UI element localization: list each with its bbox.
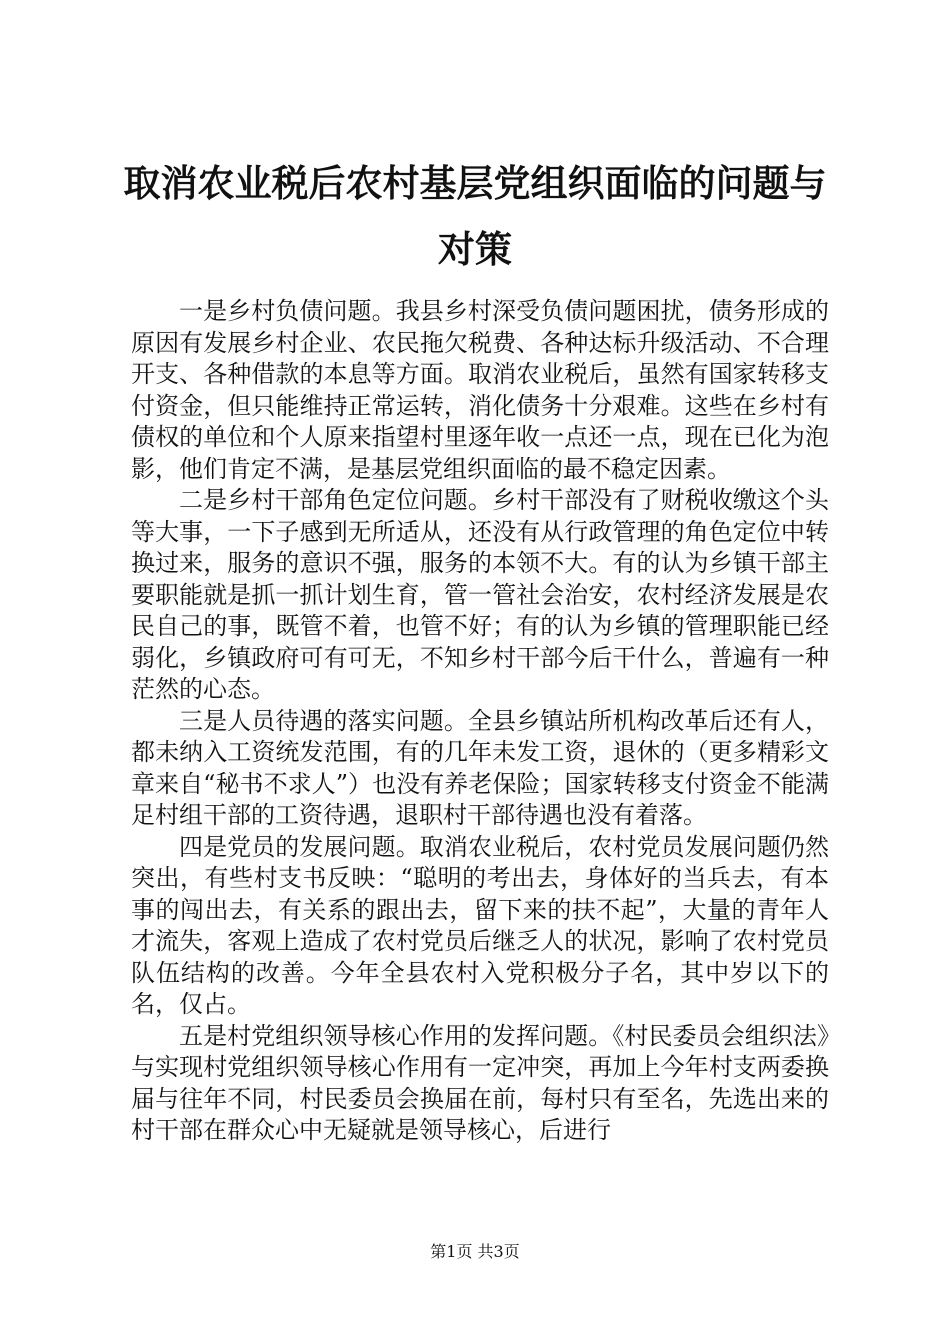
paragraph-2: 二是乡村干部角色定位问题。乡村干部没有了财税收缴这个头等大事，一下子感到无所适从，还没有从行政管理的角色定位中转换过来，服务的意识不强，服务的本领不大。有的认为乡镇干部主要职能就是抓一抓计划生育，管一管社会治安，农村经济发展是农民自己的事，既管不着，也管不好；有的认为乡镇的管理职能已经弱化，乡镇政府可有可无，不知乡村干部今后干什么，普遍有一种茫然的心态。 xyxy=(131,486,829,703)
document-body xyxy=(131,296,829,1147)
document-title: 取消农业税后农村基层党组织面临的问题与对策 xyxy=(123,161,827,271)
paragraph-5: 五是村党组织领导核心作用的发挥问题。《村民委员会组织法》与实现村党组织领导核心作用有一定冲突，再加上今年村支两委换届与往年不同，村民委员会换届在前，每村只有至名，先选出来的村干部在群众心中无疑就是领导核心，后进行 xyxy=(131,1021,829,1144)
paragraph-4: 四是党员的发展问题。取消农业税后，农村党员发展问题仍然突出，有些村支书反映：“聪明的考出去，身体好的当兵去，有本事的闯出去，有关系的跟出去，留下来的扶不起”，大量的青年人才流失，客观上造成了农村党员后继乏人的状况，影响了农村党员队伍结构的改善。今年全县农村入党积极分子名，其中岁以下的名，仅占。 xyxy=(131,832,829,1018)
paragraph-3: 三是人员待遇的落实问题。全县乡镇站所机构改革后还有人，都未纳入工资统发范围，有的几年未发工资，退休的（更多精彩文章来自“秘书不求人”）也没有养老保险；国家转移支付资金不能满足村组干部的工资待遇，退职村干部待遇也没有着落。 xyxy=(131,706,829,829)
page-number-footer: 第1页 共3页 xyxy=(430,1242,520,1261)
paragraph-1: 一是乡村负债问题。我县乡村深受负债问题困扰，债务形成的原因有发展乡村企业、农民拖欠税费、各种达标升级活动、不合理开支、各种借款的本息等方面。取消农业税后，虽然有国家转移支付资金，但只能维持正常运转，消化债务十分艰难。这些在乡村有债权的单位和个人原来指望村里逐年收一点还一点，现在已化为泡影，他们肯定不满，是基层党组织面临的最不稳定因素。 xyxy=(131,297,829,483)
